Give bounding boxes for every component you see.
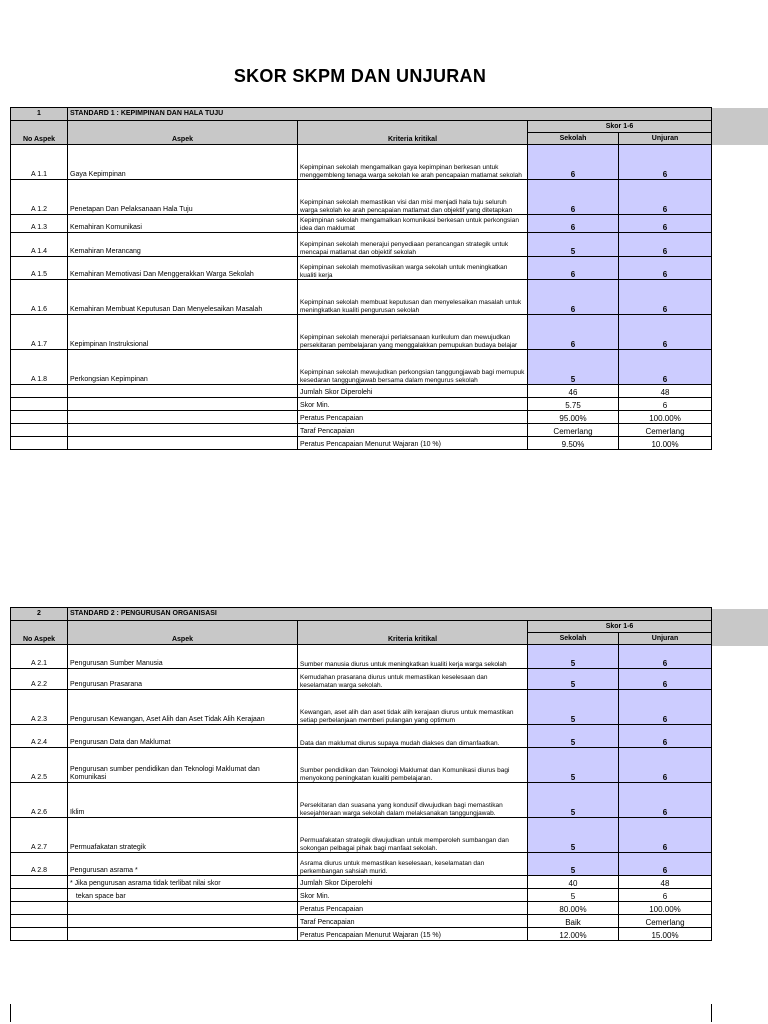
summary-note [68, 424, 298, 437]
score-sekolah: 6 [528, 315, 619, 350]
table-row [11, 315, 712, 350]
summary-note: * Jika pengurusan asrama tidak terlibat nilai skor [68, 876, 298, 889]
aspek-number: A 2.4 [11, 725, 68, 748]
summary-unjuran: 100.00% [619, 902, 712, 915]
header-sekolah: Sekolah [528, 633, 619, 645]
aspek-number: A 2.8 [11, 853, 68, 876]
summary-unjuran: 6 [619, 398, 712, 411]
score-sekolah: 6 [528, 257, 619, 280]
aspek-name: Pengurusan Sumber Manusia [68, 645, 298, 669]
summary-unjuran: 48 [619, 876, 712, 889]
score-unjuran: 6 [619, 280, 712, 315]
score-unjuran: 6 [619, 233, 712, 257]
kriteria-text: Kepimpinan sekolah memotivasikan warga sekolah untuk meningkatkan kualiti kerja [298, 257, 528, 280]
summary-label: Taraf Pencapaian [298, 424, 528, 437]
header-unjuran: Unjuran [619, 133, 712, 145]
summary-note [68, 902, 298, 915]
standard-number: 2 [11, 608, 68, 621]
aspek-name: Permuafakatan strategik [68, 818, 298, 853]
summary-blank [11, 876, 68, 889]
score-unjuran: 6 [619, 645, 712, 669]
summary-note [68, 928, 298, 941]
aspek-number: A 1.6 [11, 280, 68, 315]
summary-row [11, 411, 712, 424]
score-unjuran: 6 [619, 350, 712, 385]
aspek-name: Kemahiran Memotivasi Dan Menggerakkan Warga Sekolah [68, 257, 298, 280]
header-no-aspek: No Aspek [11, 121, 68, 145]
summary-blank [11, 889, 68, 902]
score-sekolah: 5 [528, 818, 619, 853]
summary-sekolah: Baik [528, 915, 619, 928]
aspek-name: Perkongsian Kepimpinan [68, 350, 298, 385]
summary-label: Skor Min. [298, 889, 528, 902]
aspek-number: A 2.7 [11, 818, 68, 853]
score-sekolah: 6 [528, 145, 619, 180]
summary-row [11, 889, 712, 902]
score-sekolah: 5 [528, 669, 619, 690]
header-no-aspek: No Aspek [11, 621, 68, 645]
standard-name: STANDARD 2 : PENGURUSAN ORGANISASI [68, 608, 712, 621]
summary-row [11, 928, 712, 941]
score-sekolah: 6 [528, 180, 619, 215]
table-row [11, 145, 712, 180]
column-header-row [11, 621, 712, 633]
kriteria-text: Kepimpinan sekolah membuat keputusan dan menyelesaikan masalah untuk meningkatkan kualiti pengurusan sekolah [298, 280, 528, 315]
summary-sekolah: 46 [528, 385, 619, 398]
header-kriteria: Kriteria kritikal [298, 621, 528, 645]
summary-blank [11, 424, 68, 437]
aspek-number: A 1.3 [11, 215, 68, 233]
summary-unjuran: 48 [619, 385, 712, 398]
summary-sekolah: Cemerlang [528, 424, 619, 437]
summary-row [11, 876, 712, 889]
summary-row [11, 385, 712, 398]
summary-label: Peratus Pencapaian Menurut Wajaran (10 %) [298, 437, 528, 450]
score-unjuran: 6 [619, 257, 712, 280]
kriteria-text: Sumber manusia diurus untuk meningkatkan kualiti kerja warga sekolah [298, 645, 528, 669]
summary-label: Peratus Pencapaian Menurut Wajaran (15 %) [298, 928, 528, 941]
summary-label: Taraf Pencapaian [298, 915, 528, 928]
score-sekolah: 5 [528, 350, 619, 385]
score-unjuran: 6 [619, 725, 712, 748]
table-row [11, 350, 712, 385]
summary-unjuran: 10.00% [619, 437, 712, 450]
score-sekolah: 5 [528, 853, 619, 876]
table-row [11, 233, 712, 257]
table-row [11, 725, 712, 748]
score-sekolah: 6 [528, 215, 619, 233]
aspek-number: A 1.5 [11, 257, 68, 280]
summary-label: Jumlah Skor Diperolehi [298, 385, 528, 398]
summary-note [68, 915, 298, 928]
kriteria-text: Persekitaran dan suasana yang kondusif diwujudkan bagi memastikan kesejahteraan warga sekolah dalam melaksanakan tanggungjawab. [298, 783, 528, 818]
header-sekolah: Sekolah [528, 133, 619, 145]
summary-blank [11, 915, 68, 928]
standard-header-row [11, 608, 712, 621]
summary-row [11, 915, 712, 928]
summary-row [11, 437, 712, 450]
aspek-name: Pengurusan asrama * [68, 853, 298, 876]
table-row [11, 818, 712, 853]
aspek-name: Penetapan Dan Pelaksanaan Hala Tuju [68, 180, 298, 215]
standard-name: STANDARD 1 : KEPIMPINAN DAN HALA TUJU [68, 108, 712, 121]
kriteria-text: Kepimpinan sekolah mewujudkan perkongsian tanggungjawab bagi memupuk kesedaran tanggungjawab bersama dalam mengurus sekolah [298, 350, 528, 385]
aspek-number: A 2.5 [11, 748, 68, 783]
summary-sekolah: 80.00% [528, 902, 619, 915]
score-sekolah: 5 [528, 645, 619, 669]
aspek-number: A 1.7 [11, 315, 68, 350]
summary-label: Jumlah Skor Diperolehi [298, 876, 528, 889]
standard-number: 1 [11, 108, 68, 121]
summary-unjuran: 6 [619, 889, 712, 902]
header-aspek: Aspek [68, 121, 298, 145]
summary-blank [11, 411, 68, 424]
kriteria-text: Kepimpinan sekolah menerajui penyediaan perancangan strategik untuk mencapai matlamat dan objektif sekolah [298, 233, 528, 257]
score-unjuran: 6 [619, 315, 712, 350]
summary-row [11, 902, 712, 915]
summary-note [68, 398, 298, 411]
side-tab-1 [711, 108, 768, 145]
score-unjuran: 6 [619, 818, 712, 853]
table-row [11, 783, 712, 818]
summary-blank [11, 398, 68, 411]
score-sekolah: 5 [528, 233, 619, 257]
table-row [11, 748, 712, 783]
table-row [11, 280, 712, 315]
summary-label: Peratus Pencapaian [298, 902, 528, 915]
aspek-name: Pengurusan Kewangan, Aset Alih dan Aset Tidak Alih Kerajaan [68, 690, 298, 725]
summary-blank [11, 385, 68, 398]
score-unjuran: 6 [619, 180, 712, 215]
score-sekolah: 5 [528, 690, 619, 725]
summary-unjuran: Cemerlang [619, 424, 712, 437]
standard-1-table [10, 107, 712, 450]
table-row [11, 257, 712, 280]
summary-blank [11, 928, 68, 941]
kriteria-text: Kepimpinan sekolah mengamalkan gaya kepimpinan berkesan untuk menggembleng tenaga warga sekolah ke arah pencapaian matlamat sekolah [298, 145, 528, 180]
summary-note [68, 385, 298, 398]
summary-label: Skor Min. [298, 398, 528, 411]
score-unjuran: 6 [619, 690, 712, 725]
summary-note [68, 437, 298, 450]
summary-sekolah: 9.50% [528, 437, 619, 450]
standard-header-row [11, 108, 712, 121]
header-unjuran: Unjuran [619, 633, 712, 645]
table-row [11, 215, 712, 233]
column-header-row [11, 121, 712, 133]
summary-note [68, 411, 298, 424]
score-unjuran: 6 [619, 669, 712, 690]
kriteria-text: Data dan maklumat diurus supaya mudah diakses dan dimanfaatkan. [298, 725, 528, 748]
aspek-number: A 1.4 [11, 233, 68, 257]
aspek-name: Kepimpinan Instruksional [68, 315, 298, 350]
aspek-number: A 1.1 [11, 145, 68, 180]
score-unjuran: 6 [619, 145, 712, 180]
aspek-number: A 2.2 [11, 669, 68, 690]
header-skor: Skor 1-6 [528, 121, 712, 133]
summary-blank [11, 902, 68, 915]
summary-sekolah: 5.75 [528, 398, 619, 411]
aspek-name: Iklim [68, 783, 298, 818]
summary-note: tekan space bar [68, 889, 298, 902]
kriteria-text: Kepimpinan sekolah memastikan visi dan misi menjadi hala tuju seluruh warga sekolah ke arah pencapaian matlamat dan objektif yang ditetapkan [298, 180, 528, 215]
aspek-number: A 1.2 [11, 180, 68, 215]
summary-sekolah: 40 [528, 876, 619, 889]
summary-blank [11, 437, 68, 450]
aspek-name: Kemahiran Membuat Keputusan Dan Menyelesaikan Masalah [68, 280, 298, 315]
aspek-name: Pengurusan sumber pendidikan dan Teknologi Maklumat dan Komunikasi [68, 748, 298, 783]
summary-sekolah: 95.00% [528, 411, 619, 424]
table-row [11, 690, 712, 725]
aspek-name: Kemahiran Merancang [68, 233, 298, 257]
score-sekolah: 5 [528, 748, 619, 783]
aspek-name: Pengurusan Data dan Maklumat [68, 725, 298, 748]
aspek-number: A 2.1 [11, 645, 68, 669]
score-unjuran: 6 [619, 783, 712, 818]
score-sekolah: 5 [528, 783, 619, 818]
aspek-number: A 2.3 [11, 690, 68, 725]
standard-2-table [10, 607, 712, 941]
aspek-name: Gaya Kepimpinan [68, 145, 298, 180]
header-kriteria: Kriteria kritikal [298, 121, 528, 145]
summary-unjuran: Cemerlang [619, 915, 712, 928]
summary-sekolah: 5 [528, 889, 619, 902]
table-row [11, 853, 712, 876]
summary-row [11, 398, 712, 411]
table-row [11, 645, 712, 669]
aspek-number: A 1.8 [11, 350, 68, 385]
kriteria-text: Kewangan, aset alih dan aset tidak alih kerajaan diurus untuk memastikan setiap perbelanjaan memberi pulangan yang optimum [298, 690, 528, 725]
kriteria-text: Kepimpinan sekolah mengamalkan komunikasi berkesan untuk perkongsian idea dan maklumat [298, 215, 528, 233]
side-tab-2 [711, 609, 768, 646]
kriteria-text: Kepimpinan sekolah menerajui perlaksanaan kurikulum dan mewujudkan persekitaran pembelajaran yang menggalakkan pemupukan budaya belajar [298, 315, 528, 350]
kriteria-text: Permuafakatan strategik diwujudkan untuk memperoleh sumbangan dan sokongan pelbagai pihak bagi manfaat sekolah. [298, 818, 528, 853]
score-unjuran: 6 [619, 853, 712, 876]
aspek-number: A 2.6 [11, 783, 68, 818]
score-unjuran: 6 [619, 215, 712, 233]
summary-row [11, 424, 712, 437]
score-sekolah: 5 [528, 725, 619, 748]
aspek-name: Kemahiran Komunikasi [68, 215, 298, 233]
kriteria-text: Asrama diurus untuk memastikan keselesaan, keselamatan dan perkembangan sahsiah murid. [298, 853, 528, 876]
table-row [11, 180, 712, 215]
table-row [11, 669, 712, 690]
score-sekolah: 6 [528, 280, 619, 315]
summary-label: Peratus Pencapaian [298, 411, 528, 424]
score-unjuran: 6 [619, 748, 712, 783]
header-aspek: Aspek [68, 621, 298, 645]
next-table-edge [10, 1004, 712, 1022]
page-title: SKOR SKPM DAN UNJURAN [233, 66, 487, 86]
summary-sekolah: 12.00% [528, 928, 619, 941]
header-skor: Skor 1-6 [528, 621, 712, 633]
kriteria-text: Kemudahan prasarana diurus untuk memastikan keselesaan dan keselamatan warga sekolah. [298, 669, 528, 690]
summary-unjuran: 100.00% [619, 411, 712, 424]
aspek-name: Pengurusan Prasarana [68, 669, 298, 690]
summary-unjuran: 15.00% [619, 928, 712, 941]
kriteria-text: Sumber pendidikan dan Teknologi Maklumat dan Komunikasi diurus bagi menyokong peningkatan kualiti pembelajaran. [298, 748, 528, 783]
